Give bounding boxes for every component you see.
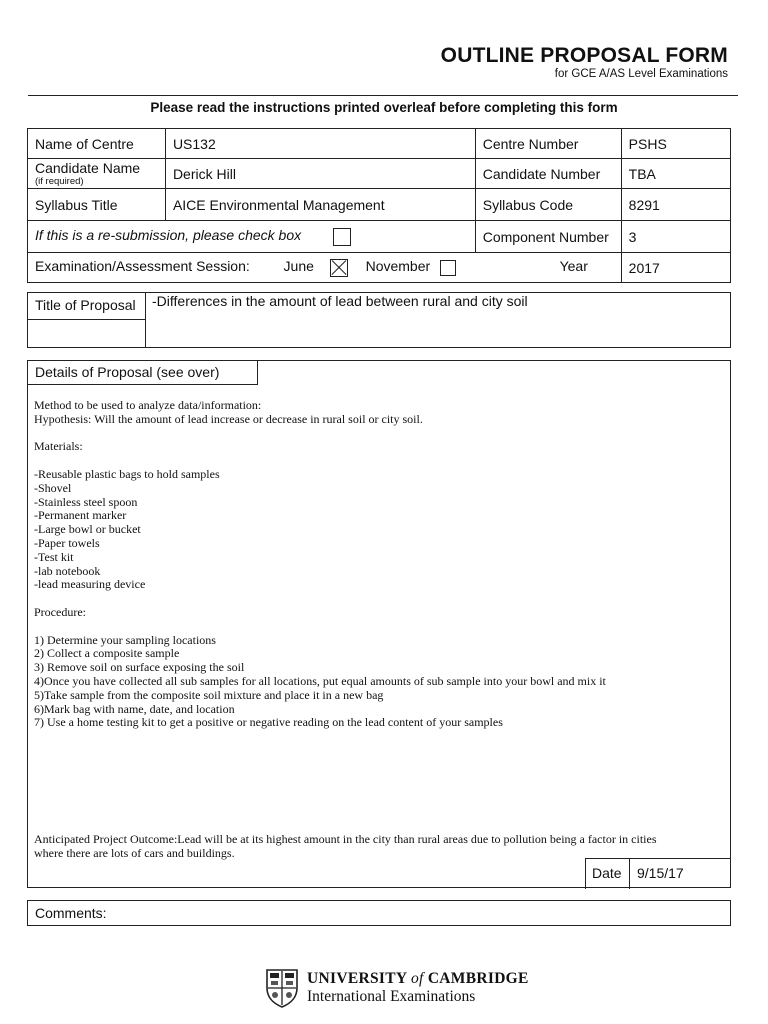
university-crest-icon [265, 968, 299, 1008]
cambridge-logo [265, 968, 529, 1010]
centre-name-label: Name of Centre [28, 129, 166, 159]
details-line: Procedure: [34, 604, 86, 619]
proposal-title-label: Title of Proposal [28, 293, 146, 320]
form-subtitle: for GCE A/AS Level Examinations [554, 68, 728, 80]
details-line [34, 427, 724, 441]
details-line: Hypothesis: Will the amount of lead increase or decrease in rural soil or city soil. [34, 411, 423, 426]
details-line: -Large bowl or bucket [34, 522, 141, 537]
details-line: 4)Once you have collected all sub samples for all locations, put equal amounts of sub sample into your bowl and mix it [34, 673, 606, 688]
details-line: 2) Collect a composite sample [34, 646, 180, 661]
outcome-line: Anticipated Project Outcome:Lead will be at its highest amount in the city than rural areas due to pollution being a factor in cities [34, 832, 657, 846]
details-line [34, 592, 724, 606]
june-checkbox[interactable] [330, 259, 348, 277]
details-line: 3) Remove soil on surface exposing the soil [34, 660, 245, 675]
candidate-name-label-cell [28, 159, 166, 189]
details-line: 7) Use a home testing kit to get a positive or negative reading on the lead content of your samples [34, 715, 503, 730]
candidate-name-field[interactable]: Derick Hill [165, 159, 475, 189]
details-line: -lab notebook [34, 563, 101, 578]
header-divider [28, 95, 738, 96]
year-label: Year [559, 258, 588, 275]
november-checkbox[interactable] [440, 260, 456, 276]
details-label-box [28, 361, 258, 385]
candidate-number-field[interactable]: TBA [621, 159, 730, 189]
syllabus-title-label: Syllabus Title [28, 189, 166, 221]
form-title: OUTLINE PROPOSAL FORM [440, 44, 728, 67]
details-line: -lead measuring device [34, 577, 146, 592]
centre-number-field[interactable]: PSHS [621, 129, 730, 159]
candidate-info-table [27, 128, 731, 283]
details-line: Materials: [34, 439, 83, 454]
university-prefix: UNIVERSITY [307, 970, 407, 987]
session-label: Examination/Assessment Session: [35, 258, 250, 275]
details-line: -Paper towels [34, 535, 100, 550]
date-label: Date [585, 858, 630, 889]
details-line: 5)Take sample from the composite soil mixture and place it in a new bag [34, 687, 384, 702]
syllabus-code-label: Syllabus Code [475, 189, 621, 221]
details-line: -Shovel [34, 480, 72, 495]
syllabus-title-field[interactable]: AICE Environmental Management [165, 189, 475, 221]
proposal-title-field[interactable]: -Differences in the amount of lead between rural and city soil [152, 293, 528, 309]
outcome-line: where there are lots of cars and buildings. [34, 845, 235, 860]
candidate-name-note: (if required) [35, 176, 84, 187]
details-line: -Test kit [34, 549, 74, 564]
university-suffix: CAMBRIDGE [427, 970, 529, 987]
university-subline: International Examinations [307, 988, 476, 1005]
centre-number-label: Centre Number [475, 129, 621, 159]
syllabus-code-field[interactable]: 8291 [621, 189, 730, 221]
university-name [307, 970, 529, 988]
resubmission-cell [28, 221, 476, 253]
details-line [34, 454, 724, 468]
candidate-name-label: Candidate Name [35, 160, 141, 176]
details-label: Details of Proposal (see over) [35, 364, 220, 380]
proposal-title-box [27, 292, 731, 348]
date-field[interactable]: 9/15/17 [629, 858, 730, 889]
resubmission-checkbox[interactable] [333, 228, 351, 246]
details-line: -Reusable plastic bags to hold samples [34, 466, 220, 481]
component-number-label: Component Number [475, 221, 621, 253]
comments-box[interactable] [27, 900, 731, 926]
proposal-details-box [27, 360, 731, 888]
details-line: 6)Mark bag with name, date, and location [34, 701, 235, 716]
comments-label: Comments: [35, 905, 107, 921]
centre-name-field[interactable]: US132 [165, 129, 475, 159]
november-label: November [365, 258, 431, 275]
instructions-text: Please read the instructions printed overleaf before completing this form [150, 100, 618, 115]
details-line [34, 620, 724, 634]
june-label: June [283, 258, 314, 275]
candidate-number-label: Candidate Number [475, 159, 621, 189]
component-number-field[interactable]: 3 [621, 221, 730, 253]
year-field[interactable]: 2017 [621, 253, 730, 283]
details-line: Method to be used to analyze data/information: [34, 398, 262, 412]
proposal-title-blank-cell [28, 320, 146, 347]
university-of: of [410, 970, 424, 987]
anticipated-outcome [34, 833, 726, 861]
details-line: 1) Determine your sampling locations [34, 632, 216, 647]
session-cell [28, 253, 622, 283]
details-line: -Permanent marker [34, 508, 127, 523]
details-line: -Stainless steel spoon [34, 494, 138, 509]
details-content [34, 399, 724, 730]
resubmission-label: If this is a re-submission, please check box [35, 227, 302, 244]
